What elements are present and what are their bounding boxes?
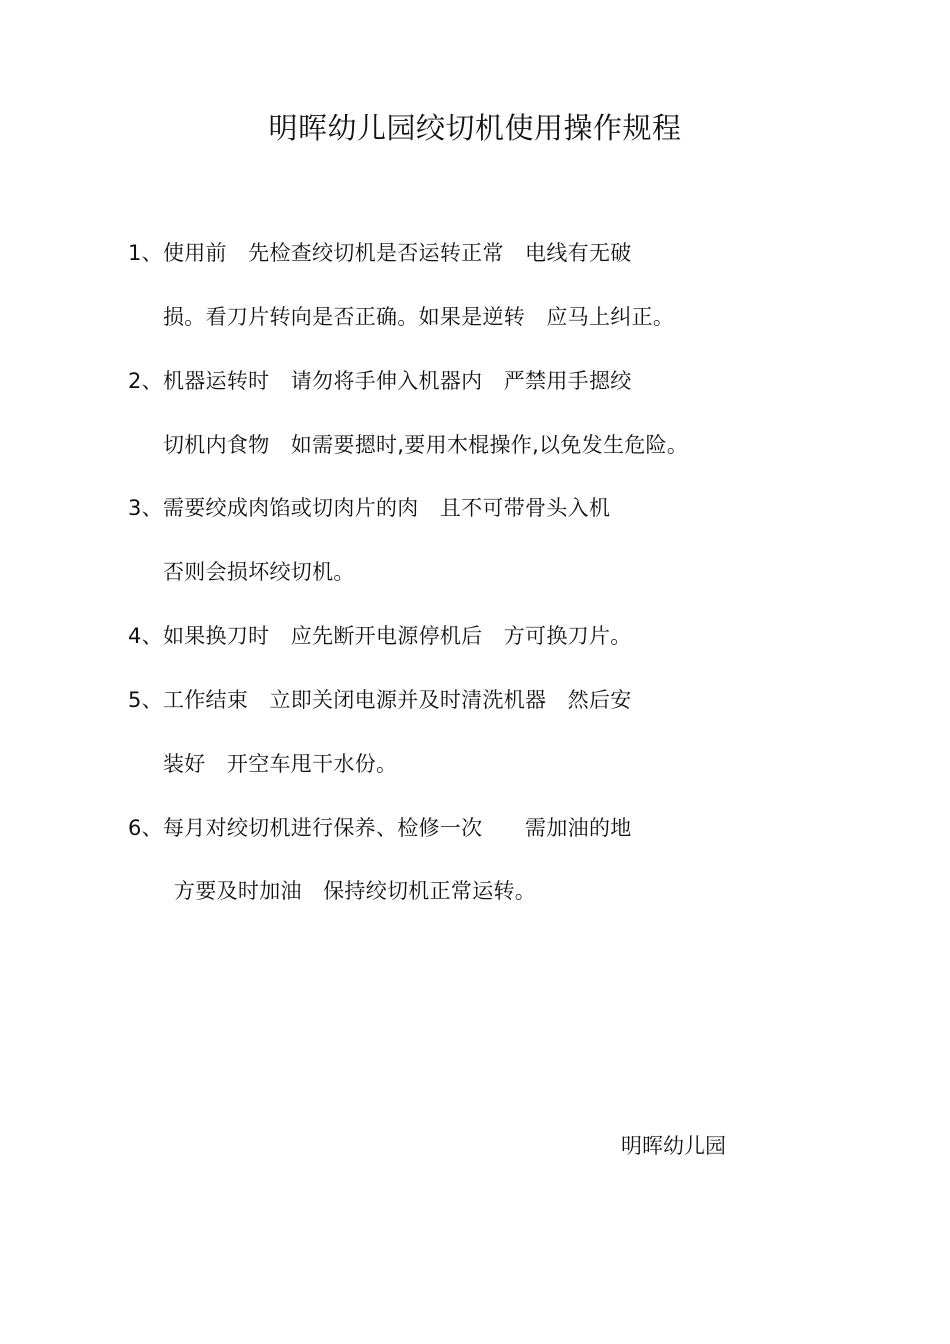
rule-5-line-2: 装好 开空车甩干水份。 [163, 752, 398, 776]
rule-2-line-2: 切机内食物 如需要摁时,要用木棍操作,以免发生危险。 [163, 433, 689, 457]
rule-1-line-1: 1、使用前 先检查绞切机是否运转正常 电线有无破 [128, 241, 632, 265]
rule-3-line-2: 否则会损坏绞切机。 [163, 560, 355, 584]
rule-5-line-1: 5、工作结束 立即关闭电源并及时清洗机器 然后安 [128, 688, 632, 712]
rule-2-line-1: 2、机器运转时 请勿将手伸入机器内 严禁用手摁绞 [128, 369, 632, 393]
rule-1-line-2: 损。看刀片转向是否正确。如果是逆转 应马上纠正。 [163, 305, 675, 329]
rule-4-line-1: 4、如果换刀时 应先断开电源停机后 方可换刀片。 [128, 624, 632, 648]
rule-3-line-1: 3、需要绞成肉馅或切肉片的肉 且不可带骨头入机 [128, 496, 611, 520]
signature: 明晖幼儿园 [621, 1134, 726, 1158]
rule-6-line-1: 6、每月对绞切机进行保养、检修一次 需加油的地 [128, 816, 632, 840]
document-title: 明晖幼儿园绞切机使用操作规程 [268, 111, 682, 145]
rule-6-line-2: 方要及时加油 保持绞切机正常运转。 [174, 879, 537, 903]
